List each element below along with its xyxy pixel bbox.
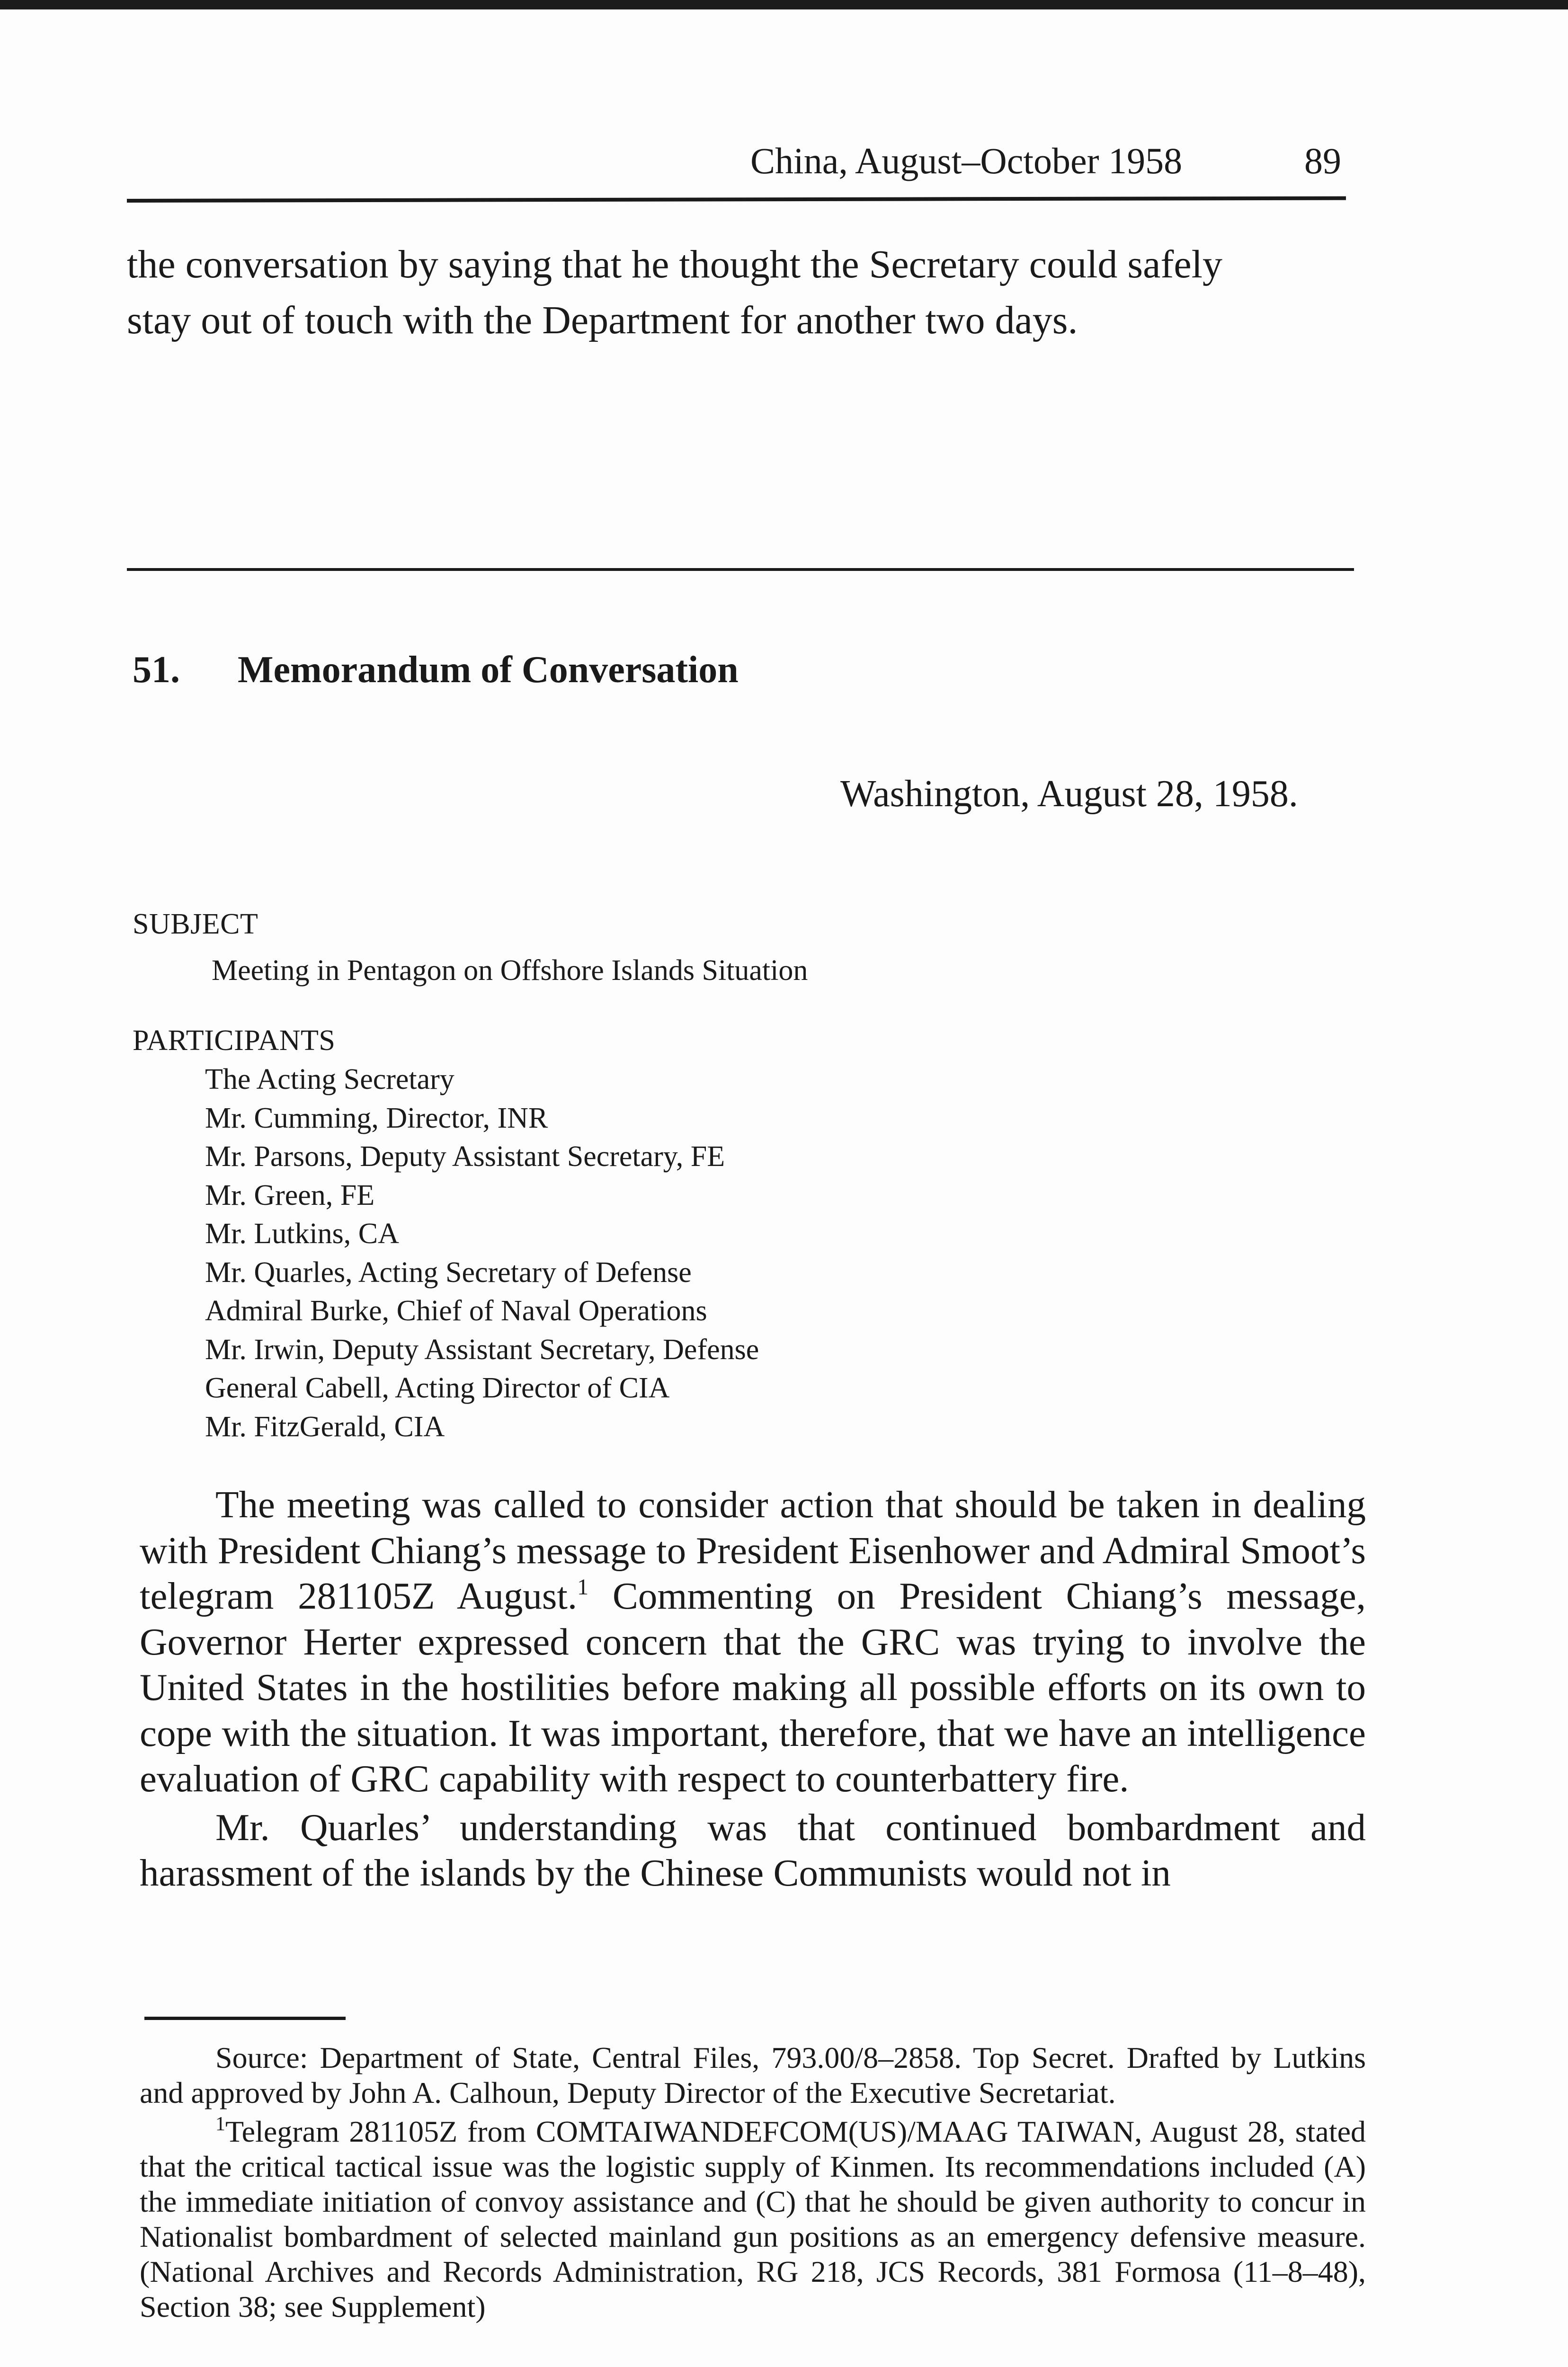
- participant-item: Admiral Burke, Chief of Naval Operations: [205, 1295, 707, 1327]
- memorandum-body: [140, 1482, 1366, 1896]
- running-header: [750, 138, 1347, 184]
- continued-line-2: stay out of touch with the Department for another two days.: [127, 298, 1078, 342]
- document-number: 51.: [133, 649, 180, 691]
- participant-item: Mr. Cumming, Director, INR: [205, 1102, 548, 1134]
- dateline: Washington, August 28, 1958.: [840, 773, 1298, 815]
- footnote-rule: [144, 2017, 346, 2020]
- document-title: Memorandum of Conversation: [238, 649, 739, 691]
- body-paragraph-2: Mr. Quarles’ understanding was that continued bombardment and harassment of the islands by the Chinese Communists would not in: [140, 1806, 1366, 1894]
- participant-item: Mr. Green, FE: [205, 1179, 375, 1211]
- participant-item: Mr. FitzGerald, CIA: [205, 1410, 445, 1443]
- footnotes: [140, 2040, 1366, 2324]
- body-paragraph-1: [140, 1482, 1366, 1802]
- header-rule: [127, 196, 1346, 203]
- footnote-1-marker: 1: [215, 2113, 225, 2135]
- page-number: 89: [1304, 140, 1341, 181]
- section-divider: [127, 568, 1354, 571]
- document-heading: [133, 646, 739, 694]
- running-title: China, August–October 1958: [750, 140, 1183, 181]
- body-paragraph-1-text-b: Commenting on President Chiang’s message, Governor Herter expressed concern that the GRC was trying to involve the United States in the hostilities before making all possible efforts on its own to cope with the situation. It was important, therefore, that we have an intelligence evaluation of GRC capability with respect to counterbattery fire.: [140, 1575, 1366, 1800]
- footnote-reference: 1: [577, 1575, 589, 1600]
- body-paragraph-1-text-a: The meeting was called to consider action that should be taken in dealing with President Chiang’s message to President Eisenhower and Admiral Smoot’s telegram 281105Z August.: [140, 1483, 1366, 1617]
- subject-text: Meeting in Pentagon on Offshore Islands Situation: [212, 954, 808, 987]
- participant-item: Mr. Lutkins, CA: [205, 1218, 399, 1250]
- continued-line-1: the conversation by saying that he thought the Secretary could safely: [127, 242, 1222, 286]
- participants-label: PARTICIPANTS: [133, 1024, 336, 1057]
- participant-item: Mr. Irwin, Deputy Assistant Secretary, Defense: [205, 1333, 759, 1366]
- subject-label: SUBJECT: [133, 908, 258, 940]
- source-note: Source: Department of State, Central Files, 793.00/8–2858. Top Secret. Drafted by Lutkins and approved by John A. Calhoun, Deputy Director of the Executive Secretariat.: [140, 2041, 1366, 2109]
- participant-item: The Acting Secretary: [205, 1063, 454, 1095]
- footnote-1-text: Telegram 281105Z from COMTAIWANDEFCOM(US)/MAAG TAIWAN, August 28, stated that the critical tactical issue was the logistic supply of Kinmen. Its recommendations included (A) the immediate initiation of convoy assistance and (C) that he should be given authority to concur in Nationalist bombardment of selected mainland gun positions as an emergency defensive measure. (National Archives and Records Administration, RG 218, JCS Records, 381 Formosa (11–8–48), Section 38; see Supplement): [140, 2115, 1366, 2323]
- participants-list: [205, 1060, 759, 1446]
- continued-paragraph: [127, 237, 1348, 348]
- footnote-1: [140, 2114, 1366, 2324]
- scan-top-edge: [0, 0, 1568, 9]
- participant-item: Mr. Parsons, Deputy Assistant Secretary, FE: [205, 1140, 725, 1173]
- participant-item: Mr. Quarles, Acting Secretary of Defense: [205, 1256, 692, 1289]
- participant-item: General Cabell, Acting Director of CIA: [205, 1372, 670, 1404]
